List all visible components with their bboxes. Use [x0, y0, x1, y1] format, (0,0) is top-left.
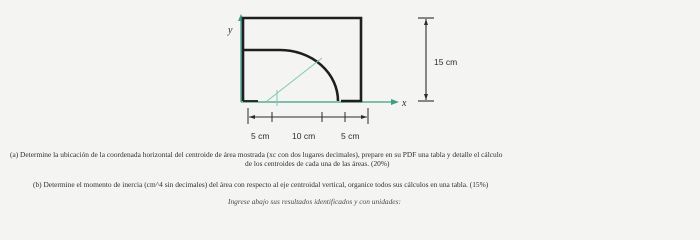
width-dimension [248, 108, 368, 124]
dim-arrow-right-icon [361, 115, 367, 119]
height-dimension-label: 15 cm [434, 57, 458, 67]
x-axis-arrow-icon [391, 99, 399, 105]
answer-instructions: Ingrese abajo sus resultados identificados y con unidades: [228, 197, 401, 206]
dim-arrow-left-icon [249, 115, 255, 119]
dim-arrow-down-icon [424, 94, 428, 100]
question-b: (b) Determine el momento de inercia (cm^4 sin decimales) del área con respecto al eje centroidal vertical, organice todos sus cálculos en una tabla. (15%) [33, 180, 489, 189]
dimension-label-3: 5 cm [341, 131, 360, 141]
dim-arrow-up-icon [424, 19, 428, 25]
centroid-guide-line [267, 58, 322, 101]
x-axis-label: x [402, 98, 407, 109]
height-dimension [418, 18, 434, 101]
question-a-continuation: de los centroides de cada una de las áreas. (20%) [245, 159, 390, 168]
composite-area-shape [243, 18, 361, 101]
dimension-label-1: 5 cm [251, 131, 270, 141]
y-axis-label: y [228, 25, 233, 36]
question-a: (a) Determine la ubicación de la coordenada horizontal del centroide de área mostrada (xc con dos lugares decimales), prepare en su PDF una tabla y detalle el cálculo [10, 150, 503, 159]
dimension-label-2: 10 cm [292, 131, 316, 141]
